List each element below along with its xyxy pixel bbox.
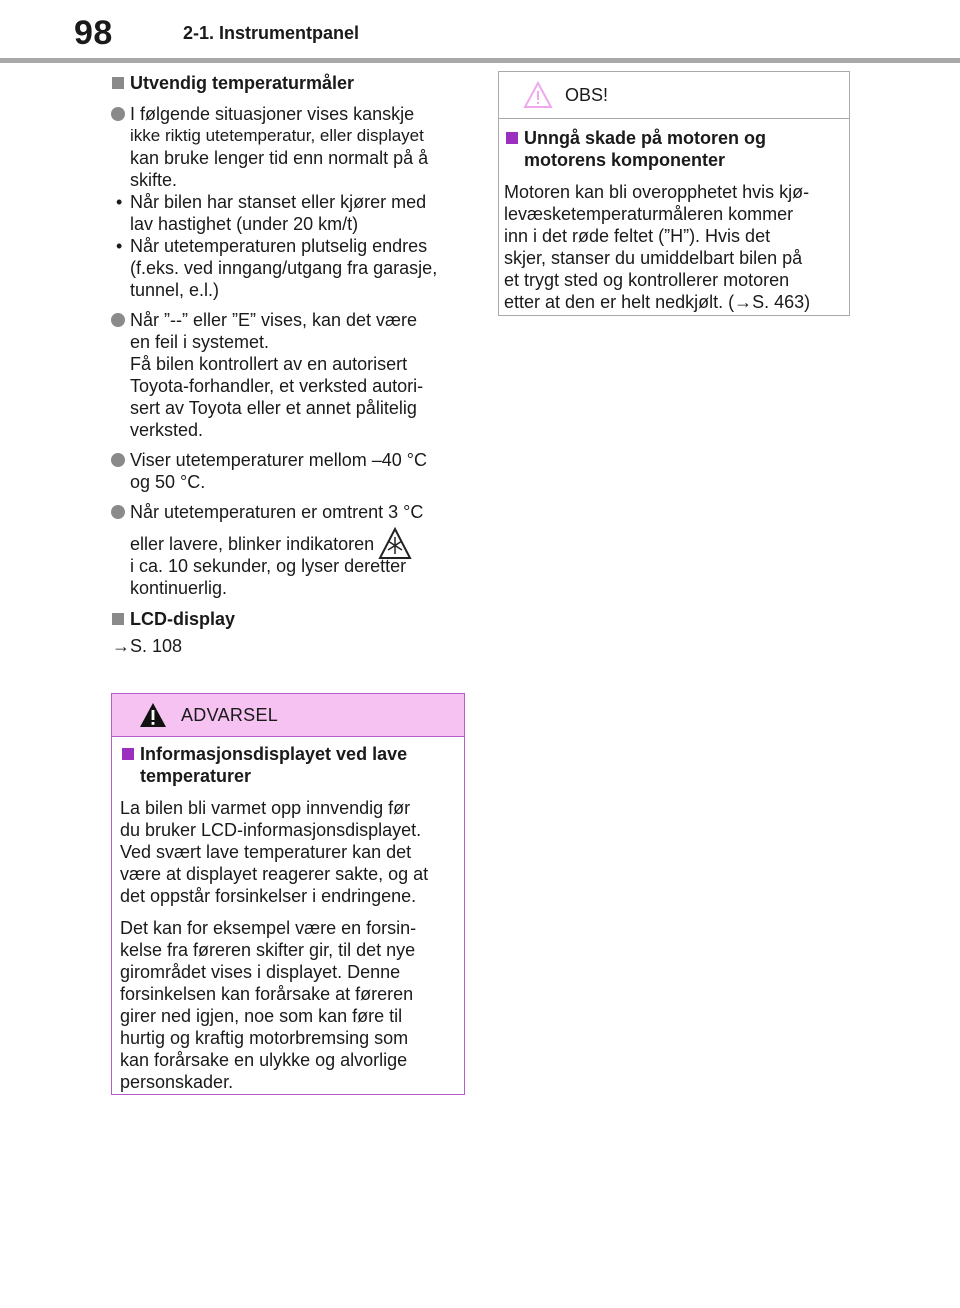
text-line: sert av Toyota eller et annet pålitelig [130,398,417,418]
text-line: kelse fra føreren skifter gir, til det nye [120,940,416,960]
text-line: Ved svært lave temperaturer kan det [120,842,412,862]
text-line: levæsketemperaturmåleren kommer [504,204,794,224]
warning-paragraph [120,917,456,1093]
notice-body [499,119,849,313]
text-line: være at displayet reagerer sakte, og at [120,864,429,884]
notice-label: OBS! [565,84,609,105]
list-item [110,309,470,441]
text-line: Når bilen har stanset eller kjører med [130,192,427,212]
text-line: Toyota-forhandler, et verksted autori- [130,376,424,396]
text-line: tunnel, e.l.) [130,280,220,300]
sub-list [110,191,437,301]
text-line: kan forårsake en ulykke og alvorlige [120,1050,408,1070]
warning-box [111,693,465,1095]
text-line: Viser utetemperaturer mellom –40 °C [130,450,427,470]
sub-item-text [130,235,437,301]
text-line: I følgende situasjoner vises kanskje [130,104,415,124]
square-bullet-icon [112,77,124,89]
sub-list-item [110,191,437,235]
caution-triangle-icon [523,81,553,109]
text-line: ikke riktig utetemperatur, eller displayet [130,126,424,145]
text-line: (f.eks. ved inngang/utgang fra garasje, [130,258,438,278]
text-line: skjer, stanser du umiddelbart bilen på [504,248,803,268]
text-line: det oppstår forsinkelser i endringene. [120,886,417,906]
text-line: hurtig og kraftig motorbremsing som [120,1028,409,1048]
section-heading-text: LCD-display [130,609,236,629]
text-line: temperaturer [140,766,252,786]
text-line: et trygt sted og kontrollerer motoren [504,270,790,290]
circle-bullet-icon [111,313,125,327]
text-line: Få bilen kontrollert av en autorisert [130,354,408,374]
text-line: Motoren kan bli overopphetet hvis kjø- [504,182,810,202]
text-line: Når utetemperaturen plutselig endres [130,236,428,256]
circle-bullet-icon [111,107,125,121]
section-heading-temperature [110,71,470,95]
warning-heading [120,743,456,787]
notice-header [499,72,849,119]
sub-bullet: • [116,192,123,212]
text-line: inn i det røde feltet (”H”). Hvis det [504,226,771,246]
text-line: eller lavere, blinker indikatoren [130,534,375,554]
chapter-title: 2-1. Instrumentpanel [183,23,360,43]
page-reference-link[interactable]: →S. 108 [112,636,183,656]
list-item-text [130,501,423,599]
warning-header [112,694,464,737]
circle-bullet-icon [111,453,125,467]
section-heading-text: Utvendig temperaturmåler [130,73,355,93]
text-line: Når ”--” eller ”E” vises, kan det være [130,310,418,330]
square-bullet-icon [122,748,134,760]
square-bullet-icon [112,613,124,625]
sub-item-text [130,191,426,235]
square-bullet-icon [506,132,518,144]
text-line: girområdet vises i displayet. Denne [120,962,401,982]
text-line: motorens komponenter [524,150,726,170]
circle-bullet-icon [111,505,125,519]
list-item [110,449,470,493]
text-line: kan bruke lenger tid enn normalt på å [130,148,429,168]
warning-triangle-icon [139,702,167,728]
text-line: Informasjonsdisplayet ved lave [140,744,408,764]
text-line: Unngå skade på motoren og [524,128,767,148]
list-item-text [116,103,438,301]
text-line: Det kan for eksempel være en forsin- [120,918,417,938]
warning-body [112,737,464,1093]
warning-paragraph [120,797,456,907]
text-line: og 50 °C. [130,472,206,492]
sub-list-item [110,235,437,301]
notice-box [498,71,850,316]
text-line: du bruker LCD-informasjonsdisplayet. [120,820,422,840]
page-number: 98 [74,14,113,52]
text-line: kontinuerlig. [130,578,228,598]
text-line: i ca. 10 sekunder, og lyser deretter [130,556,407,576]
text-line: personskader. [120,1072,234,1092]
text-line: skifte. [130,170,178,190]
list-item-text [130,309,423,441]
notice-heading [504,127,841,171]
text-line: forsinkelsen kan forårsake at føreren [120,984,414,1004]
section-heading-lcd [110,607,470,631]
warning-label: ADVARSEL [181,704,279,725]
text-line: girer ned igjen, noe som kan føre til [120,1006,403,1026]
notice-heading-text [524,127,766,171]
text-line: lav hastighet (under 20 km/t) [130,214,359,234]
sub-bullet: • [116,236,123,256]
list-item [110,501,470,599]
text-line: La bilen bli varmet opp innvendig før [120,798,411,818]
header-rule [0,58,960,63]
warning-heading-text [140,743,407,787]
left-column [110,71,470,657]
notice-paragraph [504,181,841,313]
list-item-text [130,449,427,493]
text-line: Når utetemperaturen er omtrent 3 °C [130,502,424,522]
text-line: etter at den er helt nedkjølt. (→S. 463) [504,292,811,312]
text-line: en feil i systemet. [130,332,270,352]
list-item [110,103,470,301]
text-line: verksted. [130,420,204,440]
